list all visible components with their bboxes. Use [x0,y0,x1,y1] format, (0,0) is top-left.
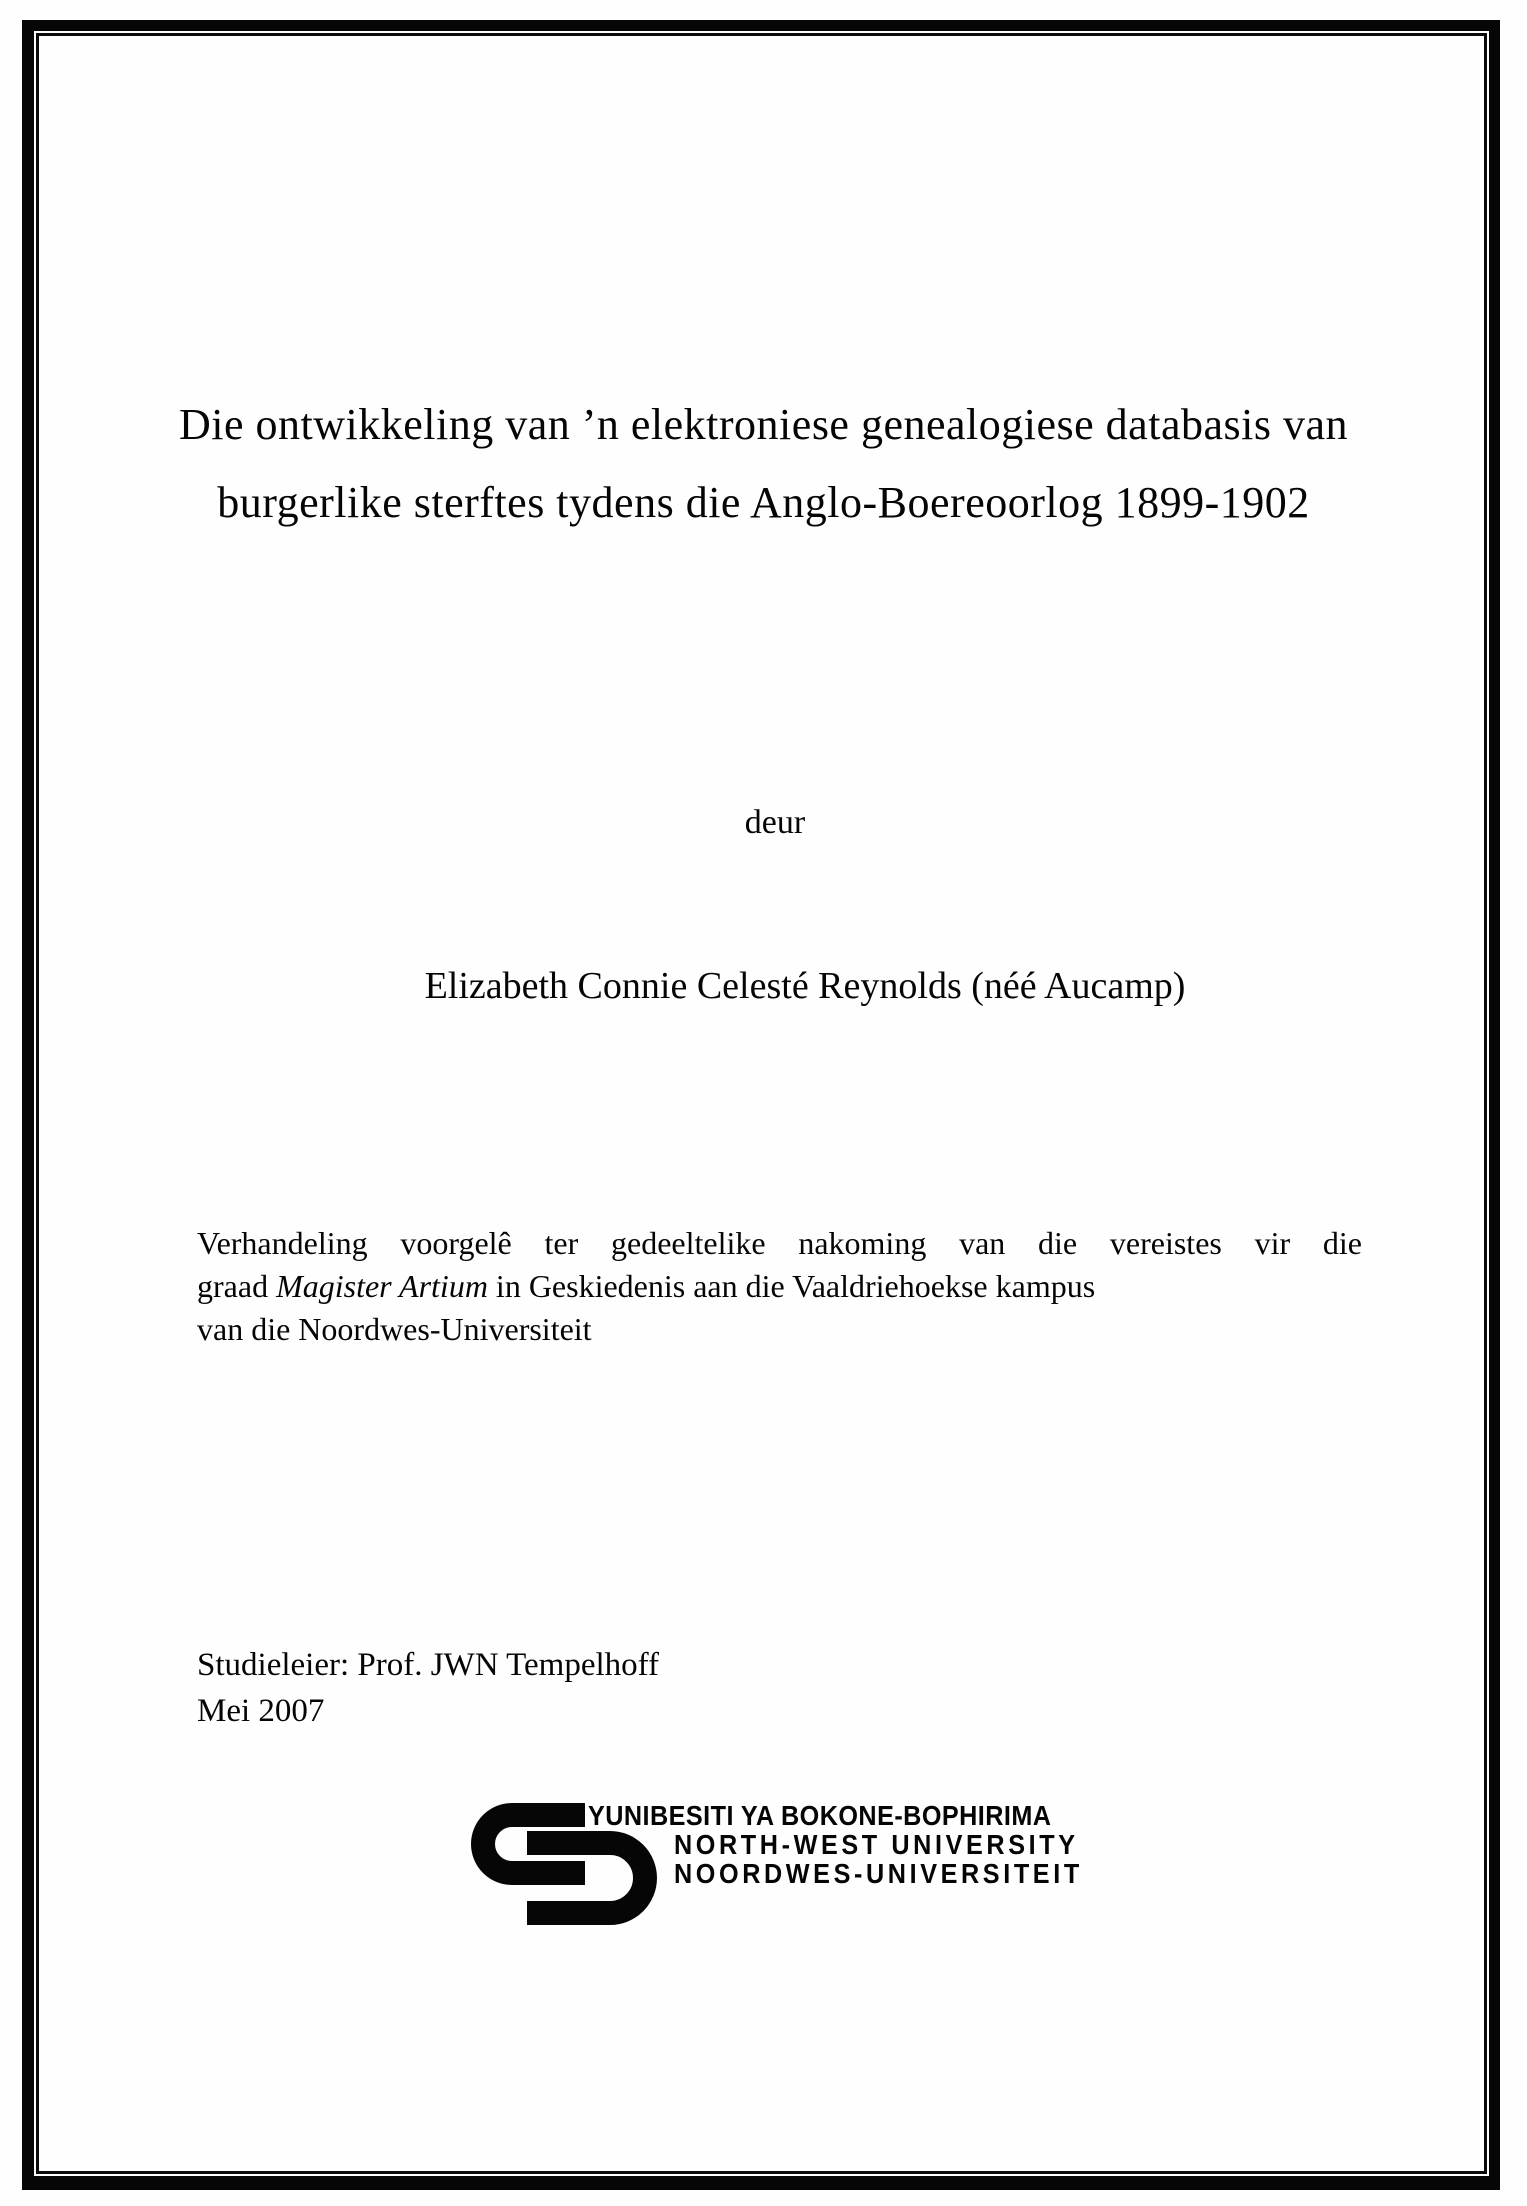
byline-word: deur [744,804,806,841]
degree-statement-line1: Verhandeling voorgelê ter gedeeltelike nakoming van die vereistes vir die [197,1225,1362,1261]
degree-statement-line2-prefix: graad [197,1268,277,1304]
date-line: Mei 2007 [197,1693,325,1729]
thesis-title-line2: burgerlike sterftes tydens die Anglo-Boereoorlog 1899-1902 [217,478,1310,527]
thesis-title-line1: Die ontwikkeling van ’n elektroniese genealogiese databasis van [178,400,1348,449]
supervisor-line: Studieleier: Prof. JWN Tempelhoff [197,1647,660,1683]
thesis-title [85,386,1442,542]
degree-statement [197,1222,1362,1351]
degree-statement-line3: van die Noordwes-Universiteit [197,1311,592,1347]
university-name-afrikaans: NOORDWES-UNIVERSITEIT [674,1858,1083,1889]
supervisor-block [197,1642,659,1734]
degree-statement-line2-suffix: in Geskiedenis aan die Vaaldriehoekse kampus [487,1268,1096,1304]
university-name-english: NORTH-WEST UNIVERSITY [674,1829,1079,1860]
degree-statement-line2 [197,1265,1362,1308]
university-name-setswana: YUNIBESITI YA BOKONE-BOPHIRIMA [588,1800,1052,1831]
university-name-block [588,1801,1128,1888]
degree-name-italic: Magister Artium [276,1268,488,1304]
author-name: Elizabeth Connie Celesté Reynolds (néé Aucamp) [424,965,1186,1007]
